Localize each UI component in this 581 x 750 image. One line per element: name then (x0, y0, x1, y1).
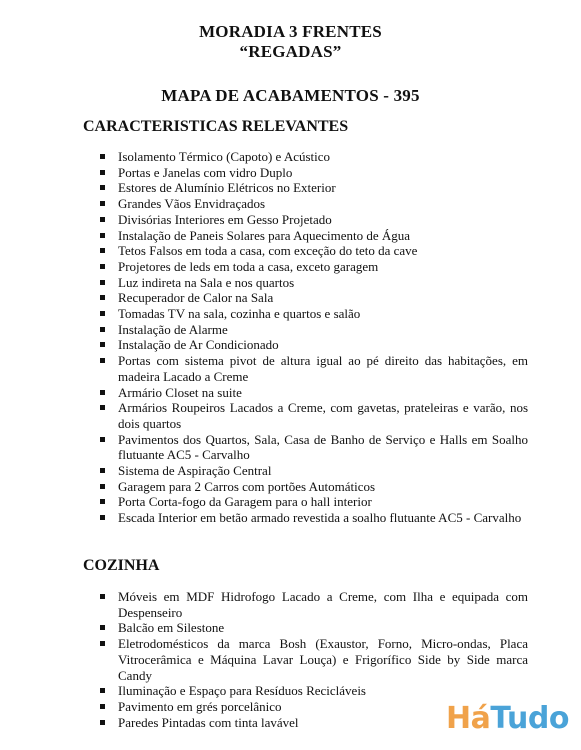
list-item: Divisórias Interiores em Gesso Projetado (100, 212, 528, 228)
document-title-line-1: MORADIA 3 FRENTES (199, 22, 382, 41)
document-title-line-2: “REGADAS” (239, 42, 342, 61)
list-item: Grandes Vãos Envidraçados (100, 196, 528, 212)
list-item: Isolamento Térmico (Capoto) e Acústico (100, 149, 528, 165)
hatudo-watermark-logo (446, 701, 569, 736)
list-item: Iluminação e Espaço para Resíduos Recicláveis (100, 683, 528, 699)
list-item: Estores de Alumínio Elétricos no Exterior (100, 180, 528, 196)
list-item: Móveis em MDF Hidrofogo Lacado a Creme, com Ilha e equipada com Despenseiro (100, 589, 528, 620)
list-item: Tetos Falsos em toda a casa, com exceção do teto da cave (100, 243, 528, 259)
list-item: Armários Roupeiros Lacados a Creme, com gavetas, prateleiras e varão, nos dois quartos (100, 400, 528, 431)
list-item: Instalação de Ar Condicionado (100, 337, 528, 353)
watermark-part-2: Tudo (490, 701, 569, 736)
list-item: Pavimento em grés porcelânico (100, 699, 528, 715)
list-item: Sistema de Aspiração Central (100, 463, 528, 479)
watermark-part-1: Há (446, 701, 491, 736)
list-item: Recuperador de Calor na Sala (100, 290, 528, 306)
list-item: Instalação de Paneis Solares para Aquecimento de Água (100, 228, 528, 244)
list-item: Garagem para 2 Carros com portões Automáticos (100, 479, 528, 495)
list-item: Instalação de Alarme (100, 322, 528, 338)
list-item: Tomadas TV na sala, cozinha e quartos e salão (100, 306, 528, 322)
list-item: Luz indireta na Sala e nos quartos (100, 275, 528, 291)
list-item: Portas e Janelas com vidro Duplo (100, 165, 528, 181)
caracteristicas-list (100, 149, 528, 526)
list-item: Escada Interior em betão armado revestida a soalho flutuante AC5 - Carvalho (100, 510, 528, 526)
list-item: Armário Closet na suite (100, 385, 528, 401)
section-title-caracteristicas: CARACTERISTICAS RELEVANTES (83, 118, 349, 135)
document-subtitle: MAPA DE ACABAMENTOS - 395 (161, 86, 420, 105)
section-title-cozinha: COZINHA (83, 557, 160, 574)
list-item: Pavimentos dos Quartos, Sala, Casa de Banho de Serviço e Halls em Soalho flutuante AC5 - Carvalho (100, 432, 528, 463)
list-item: Portas com sistema pivot de altura igual ao pé direito das habitações, em madeira Lacado a Creme (100, 353, 528, 384)
list-item: Projetores de leds em toda a casa, exceto garagem (100, 259, 528, 275)
list-item: Eletrodomésticos da marca Bosh (Exaustor, Forno, Micro-ondas, Placa Vitrocerâmica e Máquina Lavar Louça) e Frigorífico Side by Side marca Candy (100, 636, 528, 683)
list-item: Balcão em Silestone (100, 620, 528, 636)
list-item: Porta Corta-fogo da Garagem para o hall interior (100, 494, 528, 510)
list-item: Paredes Pintadas com tinta lavável (100, 715, 528, 731)
